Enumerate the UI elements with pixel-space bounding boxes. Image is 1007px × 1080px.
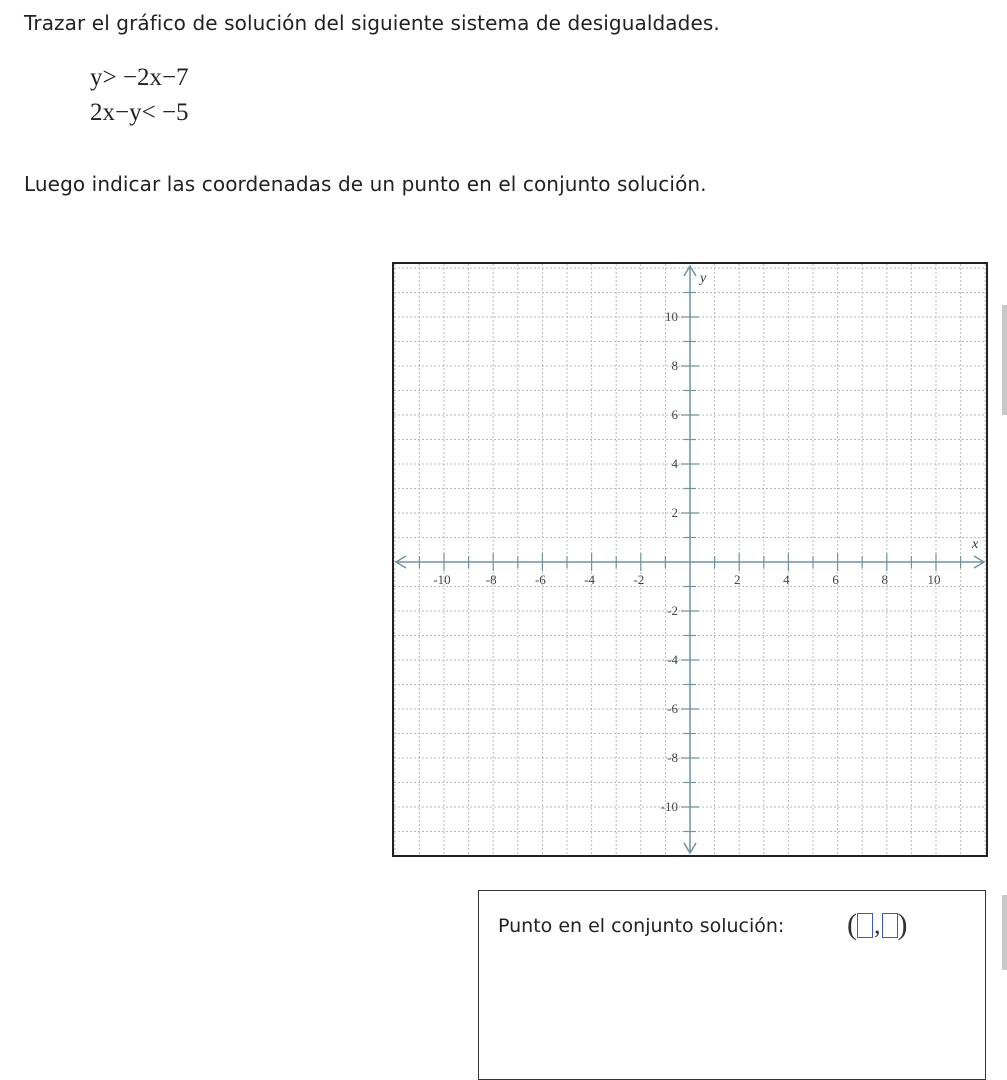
- side-panel-tab-2: [1002, 895, 1007, 970]
- x-coordinate-input[interactable]: [857, 913, 873, 938]
- inequality-system: [90, 60, 189, 130]
- answer-panel: [478, 890, 986, 1080]
- x-tick-label: 6: [832, 572, 839, 587]
- y-tick-label: -8: [667, 750, 678, 765]
- close-paren: ): [897, 908, 908, 941]
- point-entry: [847, 907, 908, 943]
- x-tick-label: 10: [927, 572, 941, 587]
- y-tick-label: -4: [667, 652, 678, 667]
- comma-separator: ,: [874, 910, 881, 939]
- coordinate-graph[interactable]: [392, 262, 988, 857]
- x-tick-label: 4: [783, 572, 790, 587]
- y-tick-label: 10: [665, 309, 678, 324]
- graph-canvas[interactable]: [394, 264, 986, 855]
- y-tick-label: 8: [671, 358, 678, 373]
- x-tick-label: -10: [433, 572, 451, 587]
- side-panel-tab: [1002, 305, 1007, 415]
- answer-label: Punto en el conjunto solución:: [498, 915, 785, 937]
- y-tick-label: -10: [660, 799, 678, 814]
- x-tick-label: -6: [534, 572, 546, 587]
- instruction-text: Trazar el gráfico de solución del siguiente sistema de desigualdades.: [24, 11, 720, 35]
- inequality-1: y> −2x−7: [90, 64, 189, 91]
- y-tick-label: 6: [671, 407, 678, 422]
- x-axis-label: x: [972, 537, 979, 552]
- y-coordinate-input[interactable]: [882, 913, 898, 938]
- x-tick-label: 8: [881, 572, 889, 587]
- y-axis-label: y: [700, 271, 707, 286]
- y-tick-label: -2: [667, 603, 678, 618]
- x-tick-label: -8: [485, 572, 497, 587]
- x-tick-label: -2: [633, 572, 645, 587]
- open-paren: (: [847, 908, 857, 941]
- y-tick-label: -6: [667, 701, 678, 716]
- x-tick-label: 2: [733, 572, 741, 587]
- inequality-2: 2x−y< −5: [90, 99, 189, 126]
- y-tick-label: 4: [671, 456, 678, 471]
- y-tick-label: 2: [671, 505, 678, 520]
- x-tick-label: -4: [584, 572, 596, 587]
- instruction-text-2: Luego indicar las coordenadas de un punto en el conjunto solución.: [24, 172, 707, 196]
